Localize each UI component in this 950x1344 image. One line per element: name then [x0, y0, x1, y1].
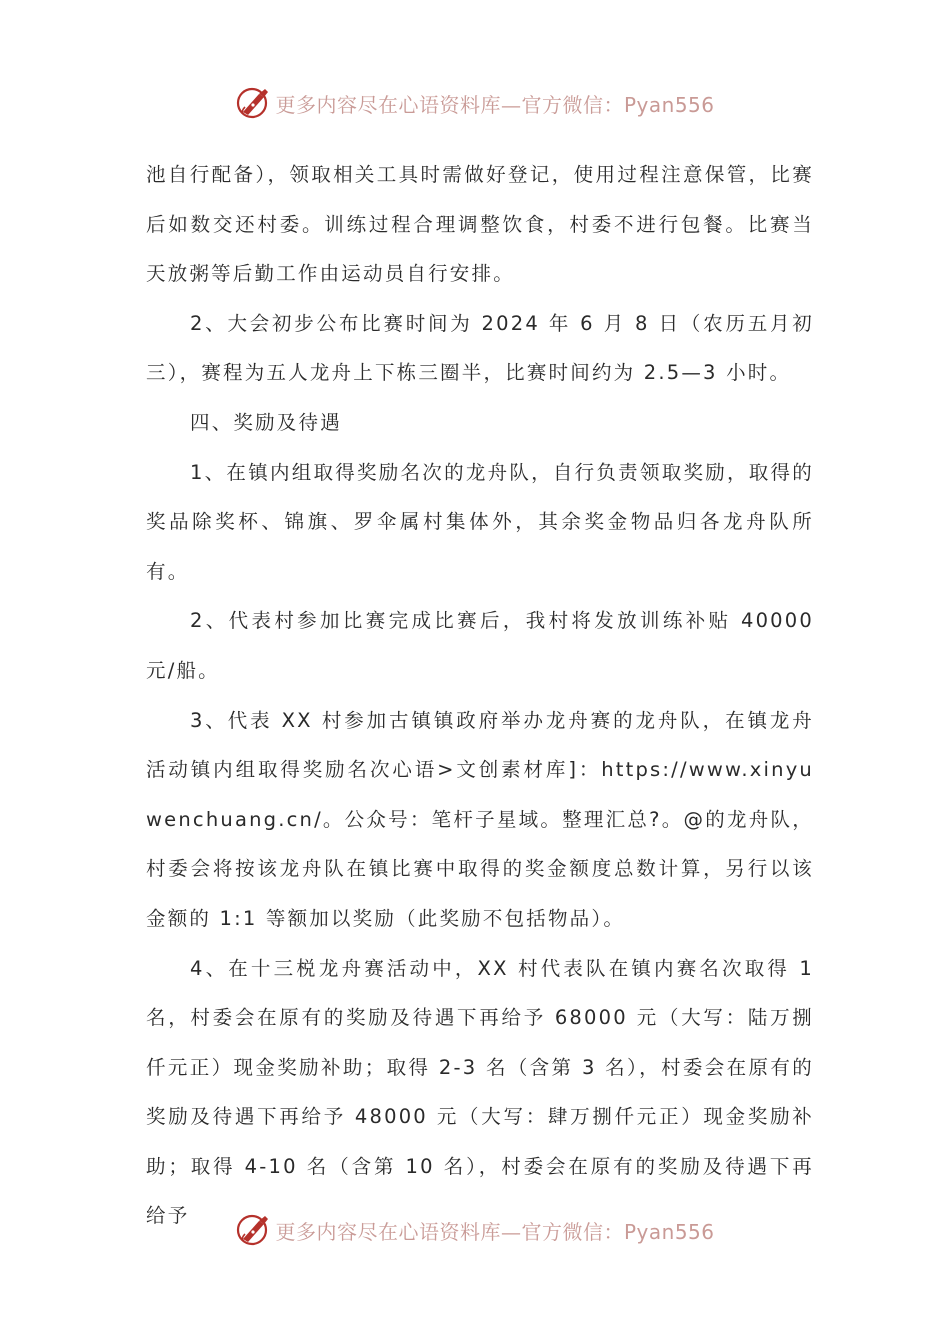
paragraph-reward-4: 4、在十三棁龙舟赛活动中，XX 村代表队在镇内赛名次取得 1 名，村委会在原有的奖励及待遇下再给予 68000 元（大写：陆万捌仟元正）现金奖励补助；取得 2-3 名（含第 3 名），村委会在原有的奖励及待遇下再给予 48000 元（大写：肆万捌仟元正）现金奖励补助；取得 4-10 名（含第 10 名），村委会在原有的奖励及待遇下再给予 [146, 956, 814, 1228]
header-banner-label: 更多内容尽在心语资料库—官方微信： [275, 92, 624, 117]
header-banner-text [275, 89, 714, 118]
paragraph-reward-2: 2、代表村参加比赛完成比赛后，我村将发放训练补贴 40000 元/船。 [146, 609, 814, 682]
paragraph-reward-3: 3、代表 XX 村参加古镇镇政府举办龙舟赛的龙舟队，在镇龙舟活动镇内组取得奖励名次心语>文创素材库]：https://www.xinyuwenchuang.cn/。公众号：笔杆子星域。整理汇总?。@的龙舟队，村委会将按该龙舟队在镇比赛中取得的奖金额度总数计算，另行以该金额的 1:1 等额加以奖励（此奖励不包括物品）。 [146, 708, 814, 930]
paragraph-continued: 池自行配备），领取相关工具时需做好登记，使用过程注意保管，比赛后如数交还村委。训练过程合理调整饮食，村委不进行包餐。比赛当天放粥等后勤工作由运动员自行安排。 [146, 163, 814, 286]
paragraph-schedule: 2、大会初步公布比赛时间为 2024 年 6 月 8 日（农历五月初三），赛程为五人龙舟上下栋三圈半，比赛时间约为 2.5—3 小时。 [146, 311, 814, 385]
header-banner [0, 83, 950, 123]
paragraph-reward-1: 1、在镇内组取得奖励名次的龙舟队，自行负责领取奖励，取得的奖品除奖杯、锦旗、罗伞属村集体外，其余奖金物品归各龙舟队所有。 [146, 460, 814, 583]
pen-nib-logo-icon [235, 1212, 271, 1248]
header-banner-handle: Pyan556 [623, 92, 715, 117]
footer-banner-handle: Pyan556 [623, 1219, 715, 1244]
pen-nib-logo-icon [235, 85, 271, 121]
document-body [146, 150, 814, 1241]
section-heading-rewards: 四、奖励及待遇 [190, 410, 342, 434]
footer-banner [0, 1210, 950, 1250]
footer-banner-label: 更多内容尽在心语资料库—官方微信： [275, 1219, 624, 1244]
footer-banner-text [275, 1216, 714, 1245]
